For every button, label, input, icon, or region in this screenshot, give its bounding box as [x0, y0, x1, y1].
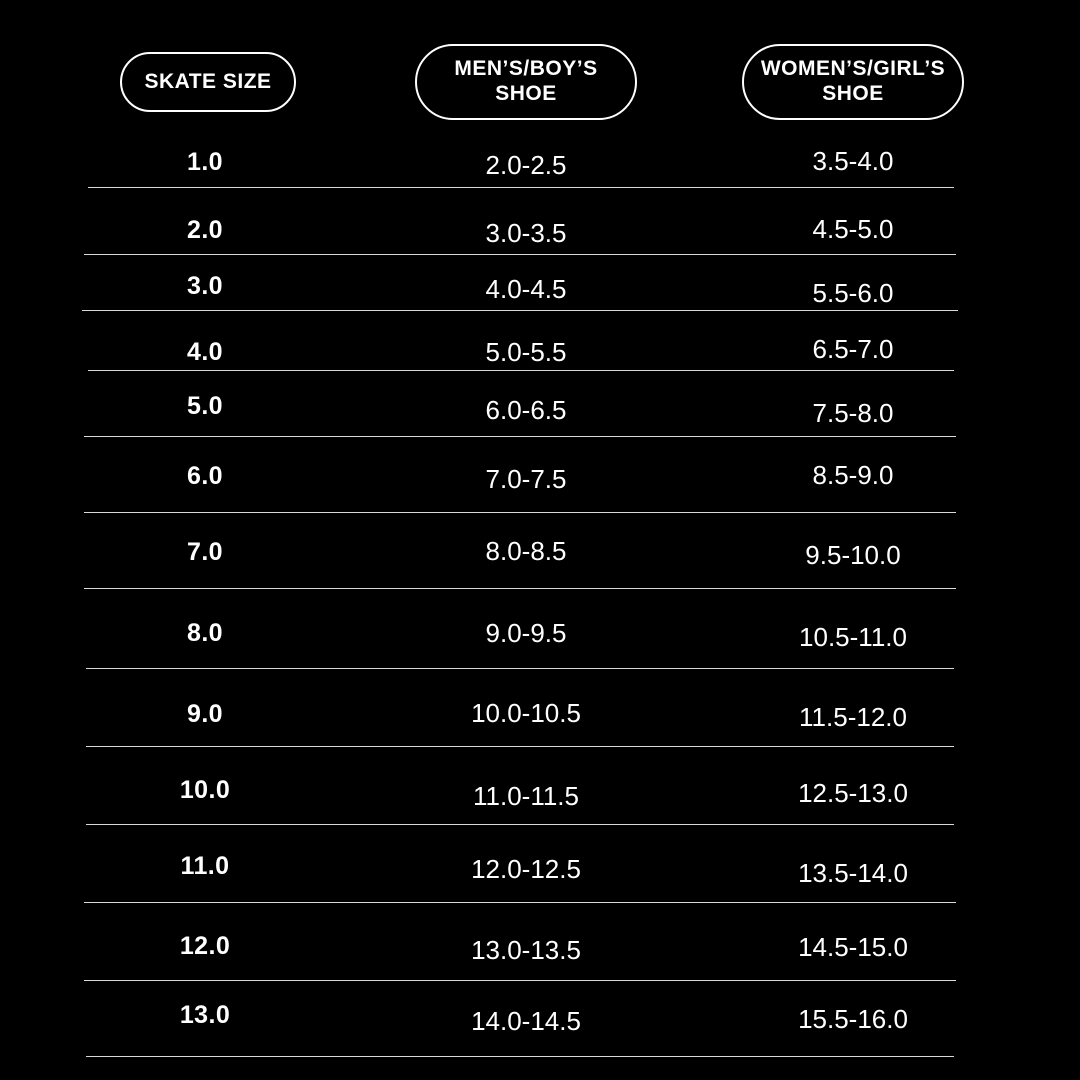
row-divider	[88, 187, 954, 188]
cell-skate-size: 11.0	[180, 852, 230, 880]
row-divider	[84, 980, 956, 981]
cell-skate-size: 7.0	[187, 538, 223, 566]
cell-skate-size: 3.0	[187, 272, 223, 300]
cell-mens-shoe: 12.0-12.5	[471, 854, 581, 884]
cell-womens-shoe: 13.5-14.0	[798, 858, 908, 888]
cell-womens-shoe: 14.5-15.0	[798, 932, 908, 962]
cell-skate-size: 12.0	[179, 932, 231, 960]
row-divider	[84, 254, 956, 255]
cell-mens-shoe: 13.0-13.5	[471, 935, 581, 965]
cell-mens-shoe: 3.0-3.5	[485, 218, 567, 248]
table-header	[0, 44, 1080, 124]
cell-womens-shoe: 8.5-9.0	[812, 460, 894, 490]
row-divider	[88, 370, 954, 371]
cell-skate-size: 6.0	[187, 462, 223, 490]
cell-skate-size: 8.0	[187, 619, 223, 647]
cell-womens-shoe: 4.5-5.0	[812, 214, 894, 244]
column-header-womens-girls-shoe: WOMEN’S/GIRL’S SHOE	[742, 44, 964, 120]
row-divider	[84, 512, 956, 513]
cell-skate-size: 4.0	[187, 338, 223, 366]
column-header-mens-boys-shoe: MEN’S/BOY’S SHOE	[415, 44, 637, 120]
cell-womens-shoe: 5.5-6.0	[812, 278, 894, 308]
row-divider	[86, 668, 954, 669]
cell-mens-shoe: 5.0-5.5	[485, 337, 567, 367]
cell-womens-shoe: 12.5-13.0	[798, 778, 908, 808]
row-divider	[86, 1056, 954, 1057]
row-divider	[82, 310, 958, 311]
cell-skate-size: 1.0	[187, 148, 223, 176]
column-header-skate-size: SKATE SIZE	[120, 52, 296, 112]
cell-womens-shoe: 10.5-11.0	[799, 622, 907, 652]
cell-mens-shoe: 4.0-4.5	[485, 274, 567, 304]
cell-womens-shoe: 7.5-8.0	[812, 398, 894, 428]
row-divider	[84, 902, 956, 903]
cell-womens-shoe: 6.5-7.0	[812, 334, 894, 364]
cell-mens-shoe: 10.0-10.5	[471, 698, 581, 728]
cell-womens-shoe: 9.5-10.0	[805, 540, 901, 570]
cell-skate-size: 13.0	[179, 1001, 231, 1029]
row-divider	[86, 746, 954, 747]
cell-mens-shoe: 9.0-9.5	[485, 618, 567, 648]
cell-mens-shoe: 8.0-8.5	[485, 536, 567, 566]
cell-mens-shoe: 7.0-7.5	[485, 464, 567, 494]
cell-womens-shoe: 15.5-16.0	[798, 1004, 908, 1034]
row-divider	[84, 436, 956, 437]
cell-skate-size: 10.0	[179, 776, 231, 804]
row-divider	[86, 824, 954, 825]
cell-skate-size: 9.0	[187, 700, 223, 728]
cell-mens-shoe: 14.0-14.5	[471, 1006, 581, 1036]
cell-womens-shoe: 11.5-12.0	[799, 702, 907, 732]
cell-skate-size: 2.0	[187, 216, 223, 244]
cell-skate-size: 5.0	[187, 392, 223, 420]
cell-mens-shoe: 6.0-6.5	[485, 395, 567, 425]
cell-womens-shoe: 3.5-4.0	[812, 146, 894, 176]
cell-mens-shoe: 11.0-11.5	[472, 781, 579, 811]
cell-mens-shoe: 2.0-2.5	[485, 150, 567, 180]
row-divider	[84, 588, 956, 589]
